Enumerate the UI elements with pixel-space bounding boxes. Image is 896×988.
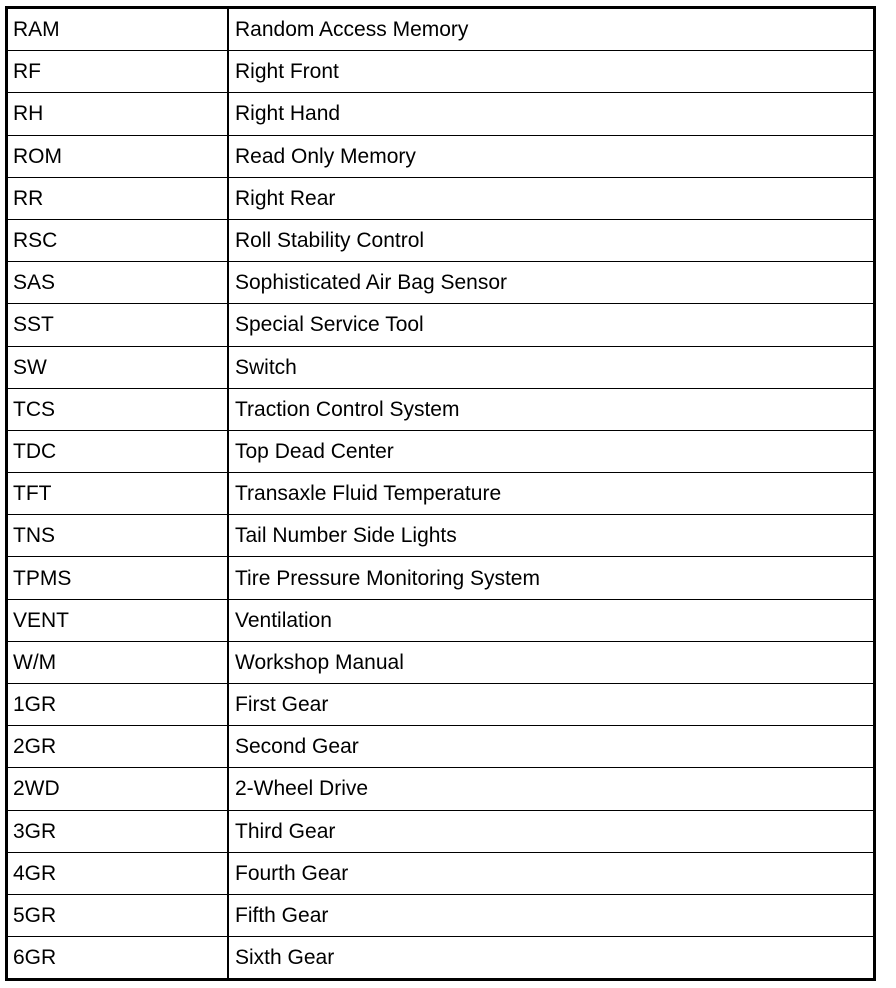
table-row bbox=[7, 262, 875, 304]
table-row bbox=[7, 599, 875, 641]
abbreviation-cell: RAM bbox=[7, 8, 229, 51]
abbreviation-cell: 6GR bbox=[7, 937, 229, 980]
definition-cell: Sophisticated Air Bag Sensor bbox=[228, 262, 875, 304]
abbreviation-cell: 2GR bbox=[7, 726, 229, 768]
abbreviation-cell: 5GR bbox=[7, 894, 229, 936]
table-row bbox=[7, 51, 875, 93]
table-row bbox=[7, 937, 875, 980]
definition-cell: 2-Wheel Drive bbox=[228, 768, 875, 810]
definition-cell: Ventilation bbox=[228, 599, 875, 641]
definition-cell: Roll Stability Control bbox=[228, 219, 875, 261]
abbreviation-cell: VENT bbox=[7, 599, 229, 641]
table-row bbox=[7, 8, 875, 51]
definition-cell: Traction Control System bbox=[228, 388, 875, 430]
definition-cell: Switch bbox=[228, 346, 875, 388]
table-row bbox=[7, 684, 875, 726]
abbreviation-table bbox=[5, 6, 876, 981]
table-row bbox=[7, 641, 875, 683]
table-row bbox=[7, 135, 875, 177]
definition-cell: Random Access Memory bbox=[228, 8, 875, 51]
abbreviation-cell: TDC bbox=[7, 430, 229, 472]
definition-cell: Transaxle Fluid Temperature bbox=[228, 473, 875, 515]
abbreviation-cell: 2WD bbox=[7, 768, 229, 810]
table-row bbox=[7, 304, 875, 346]
abbreviation-cell: ROM bbox=[7, 135, 229, 177]
table-row bbox=[7, 557, 875, 599]
table-row bbox=[7, 93, 875, 135]
table-row bbox=[7, 346, 875, 388]
abbreviation-cell: TCS bbox=[7, 388, 229, 430]
abbreviation-table-body bbox=[7, 8, 875, 980]
abbreviation-cell: TPMS bbox=[7, 557, 229, 599]
abbreviation-cell: SW bbox=[7, 346, 229, 388]
table-row bbox=[7, 430, 875, 472]
table-row bbox=[7, 852, 875, 894]
definition-cell: First Gear bbox=[228, 684, 875, 726]
definition-cell: Fifth Gear bbox=[228, 894, 875, 936]
abbreviation-cell: 3GR bbox=[7, 810, 229, 852]
definition-cell: Second Gear bbox=[228, 726, 875, 768]
abbreviation-cell: RR bbox=[7, 177, 229, 219]
definition-cell: Right Front bbox=[228, 51, 875, 93]
table-row bbox=[7, 768, 875, 810]
definition-cell: Tire Pressure Monitoring System bbox=[228, 557, 875, 599]
table-row bbox=[7, 388, 875, 430]
table-row bbox=[7, 515, 875, 557]
abbreviation-cell: RH bbox=[7, 93, 229, 135]
definition-cell: Third Gear bbox=[228, 810, 875, 852]
abbreviation-cell: RF bbox=[7, 51, 229, 93]
definition-cell: Sixth Gear bbox=[228, 937, 875, 980]
abbreviation-cell: SAS bbox=[7, 262, 229, 304]
abbreviation-cell: TNS bbox=[7, 515, 229, 557]
abbreviation-cell: RSC bbox=[7, 219, 229, 261]
table-row bbox=[7, 810, 875, 852]
abbreviation-cell: 1GR bbox=[7, 684, 229, 726]
table-row bbox=[7, 219, 875, 261]
table-row bbox=[7, 177, 875, 219]
definition-cell: Special Service Tool bbox=[228, 304, 875, 346]
definition-cell: Top Dead Center bbox=[228, 430, 875, 472]
abbreviation-cell: 4GR bbox=[7, 852, 229, 894]
abbreviation-cell: SST bbox=[7, 304, 229, 346]
definition-cell: Tail Number Side Lights bbox=[228, 515, 875, 557]
abbreviation-cell: W/M bbox=[7, 641, 229, 683]
table-row bbox=[7, 473, 875, 515]
definition-cell: Fourth Gear bbox=[228, 852, 875, 894]
definition-cell: Right Hand bbox=[228, 93, 875, 135]
definition-cell: Read Only Memory bbox=[228, 135, 875, 177]
abbreviation-cell: TFT bbox=[7, 473, 229, 515]
table-row bbox=[7, 726, 875, 768]
table-row bbox=[7, 894, 875, 936]
definition-cell: Right Rear bbox=[228, 177, 875, 219]
definition-cell: Workshop Manual bbox=[228, 641, 875, 683]
